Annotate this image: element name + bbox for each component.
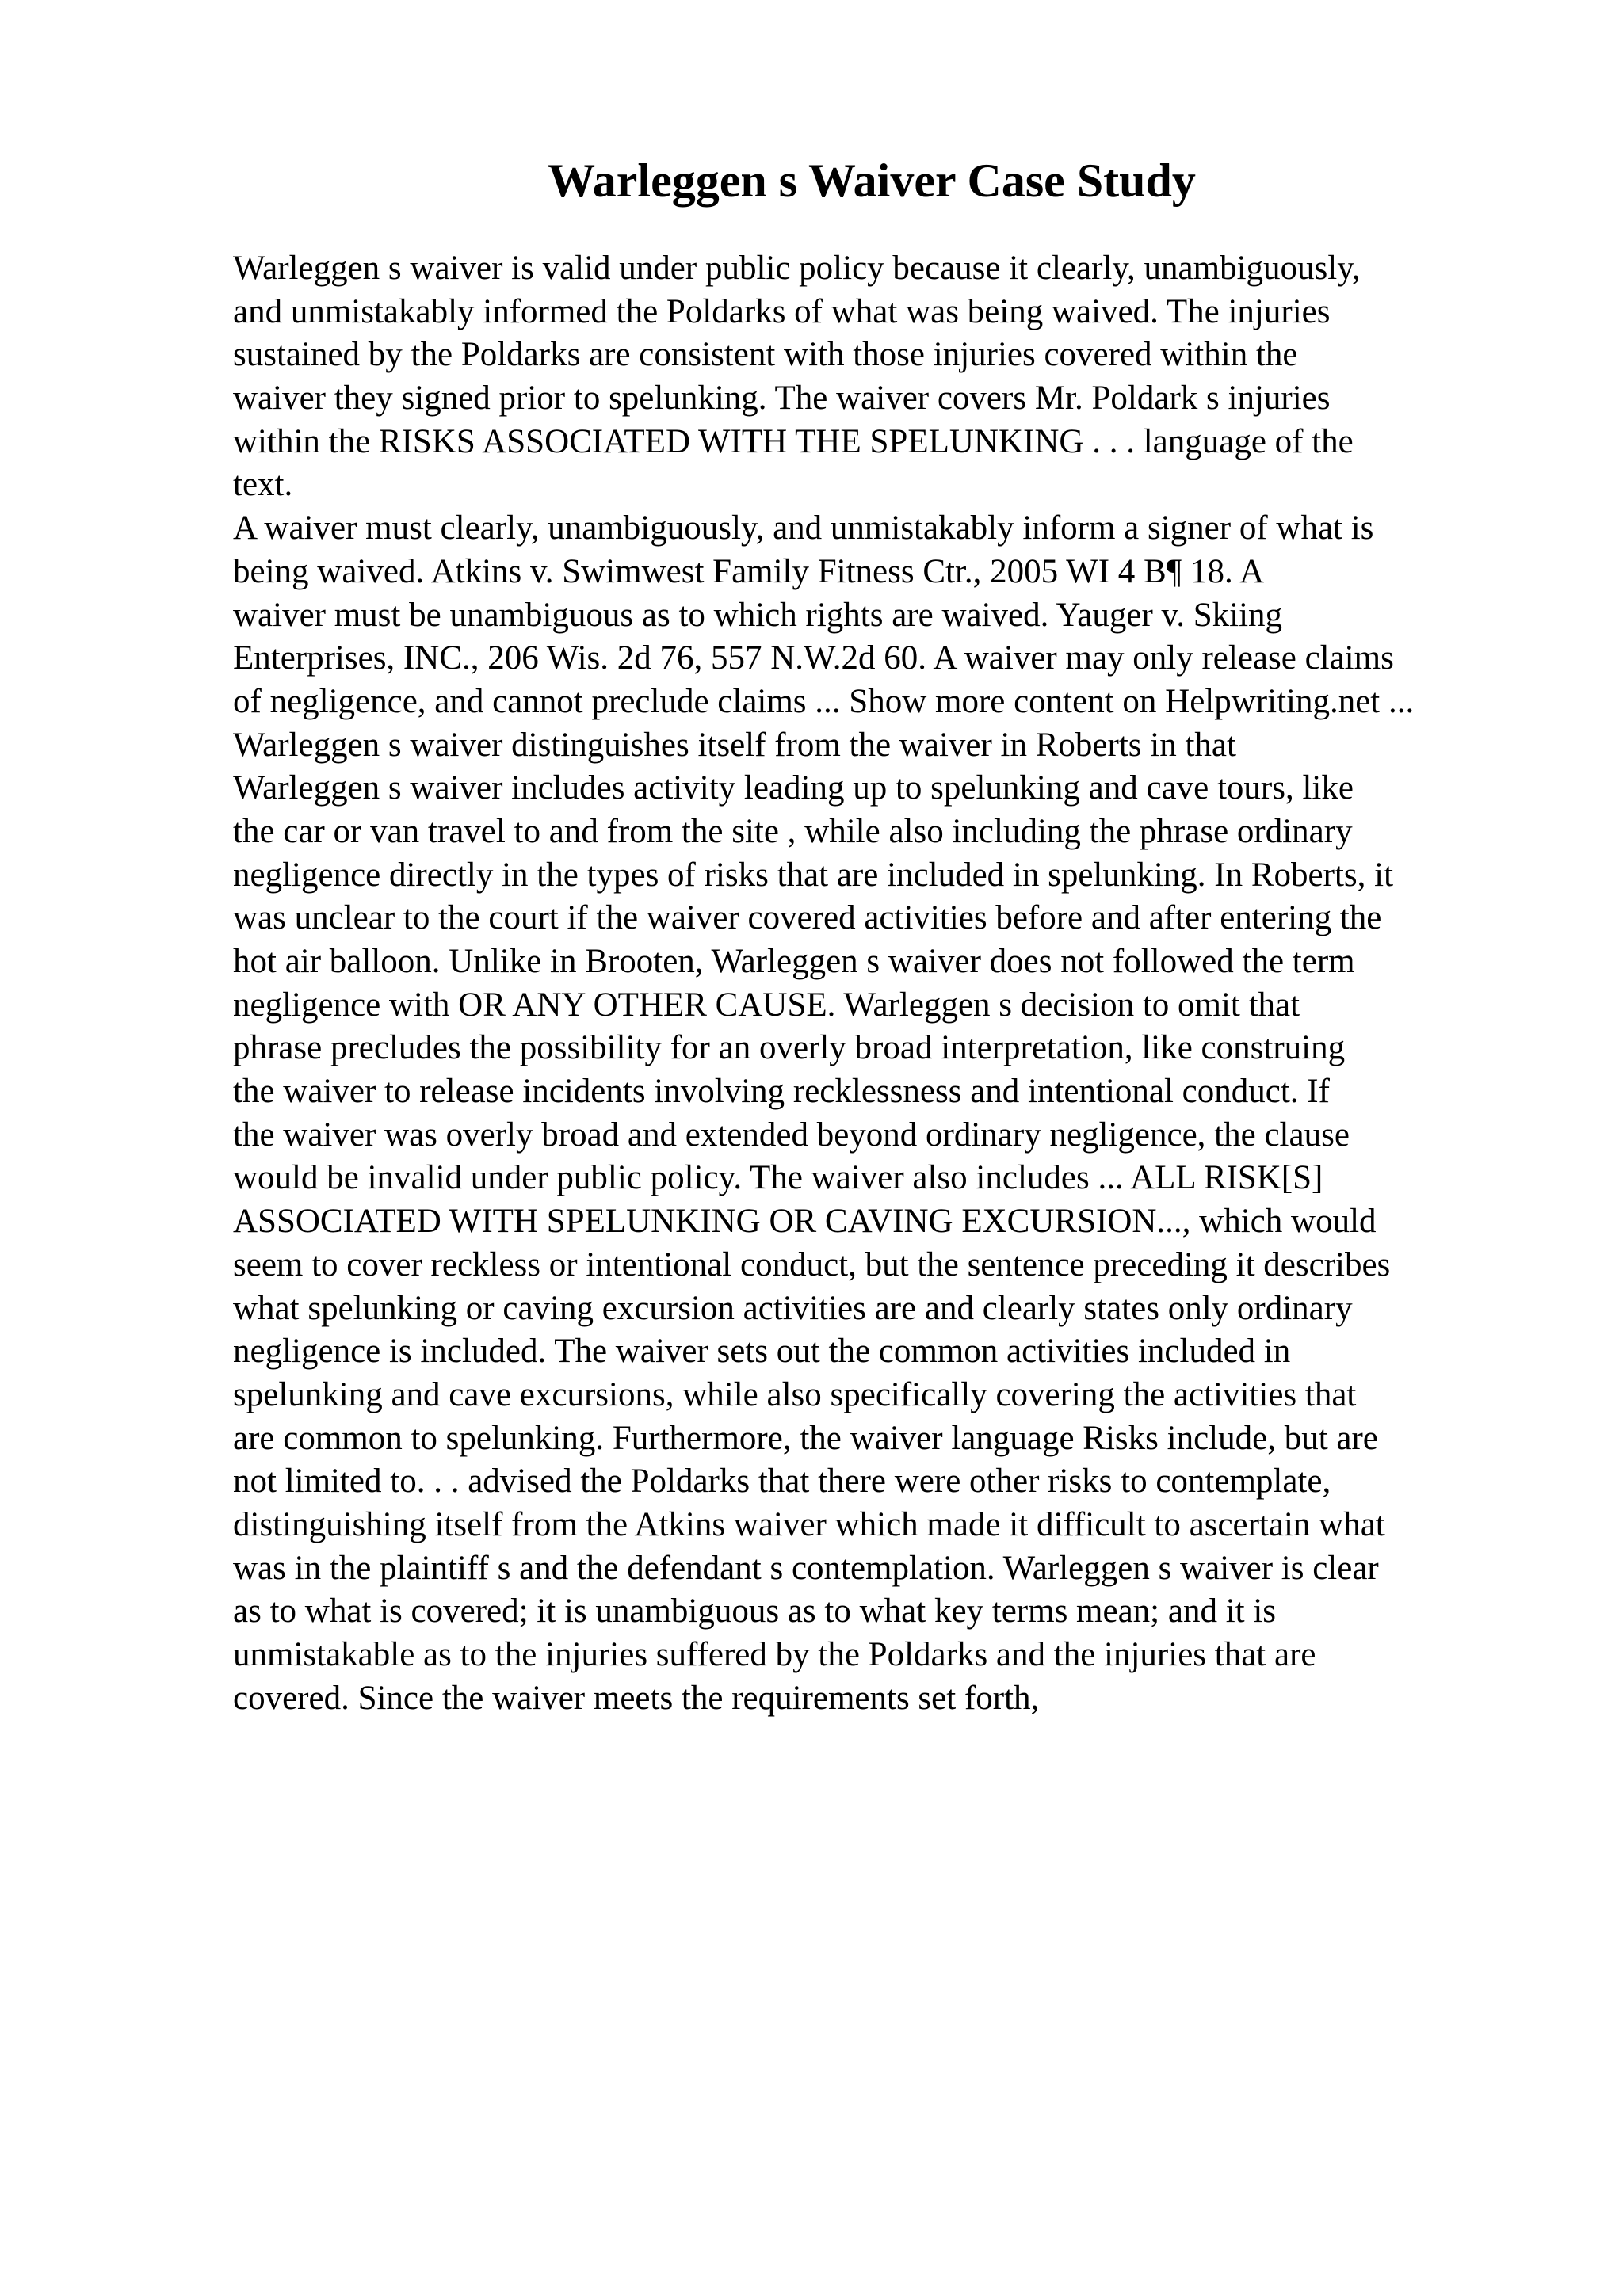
body-line: was unclear to the court if the waiver covered activities before and after entering the xyxy=(233,899,1382,937)
body-line: and unmistakably informed the Poldarks of what was being waived. The injuries xyxy=(233,292,1331,330)
body-line: sustained by the Poldarks are consistent with those injuries covered within the xyxy=(233,336,1298,374)
body-line: distinguishing itself from the Atkins waiver which made it difficult to ascertain what xyxy=(233,1505,1385,1543)
body-line: negligence is included. The waiver sets out the common activities included in xyxy=(233,1333,1291,1371)
body-line: are common to spelunking. Furthermore, the waiver language Risks include, but are xyxy=(233,1419,1378,1457)
body-line: was in the plaintiff s and the defendant s contemplation. Warleggen s waiver is clear xyxy=(233,1549,1379,1587)
body-line: the waiver to release incidents involving recklessness and intentional conduct. If xyxy=(233,1073,1330,1111)
body-line: being waived. Atkins v. Swimwest Family Fitness Ctr., 2005 WI 4 B¶ 18. A xyxy=(233,552,1265,590)
body-line: covered. Since the waiver meets the requirements set forth, xyxy=(233,1679,1040,1717)
body-line: would be invalid under public policy. The waiver also includes ... ALL RISK[S] xyxy=(233,1159,1323,1197)
body-line: of negligence, and cannot preclude claims ... Show more content on Helpwriting.net ... xyxy=(233,682,1415,720)
body-line: within the RISKS ASSOCIATED WITH THE SPELUNKING . . . language of the xyxy=(233,422,1354,460)
body-line: phrase precludes the possibility for an overly broad interpretation, like construing xyxy=(233,1029,1346,1067)
body-line: what spelunking or caving excursion activities are and clearly states only ordinary xyxy=(233,1289,1353,1327)
body-line: Warleggen s waiver is valid under public policy because it clearly, unambiguously, xyxy=(233,250,1361,287)
document-body xyxy=(233,247,1414,1720)
body-line: hot air balloon. Unlike in Brooten, Warleggen s waiver does not followed the term xyxy=(233,943,1355,980)
document-title: Warleggen s Waiver Case Study xyxy=(548,154,1196,207)
body-line: waiver they signed prior to spelunking. The waiver covers Mr. Poldark s injuries xyxy=(233,379,1331,418)
body-line: seem to cover reckless or intentional conduct, but the sentence preceding it describes xyxy=(233,1245,1391,1283)
body-line: spelunking and cave excursions, while also specifically covering the activities that xyxy=(233,1375,1357,1413)
body-line: A waiver must clearly, unambiguously, and unmistakably inform a signer of what is xyxy=(233,509,1374,547)
body-line: the waiver was overly broad and extended beyond ordinary negligence, the clause xyxy=(233,1116,1350,1154)
body-line: ASSOCIATED WITH SPELUNKING OR CAVING EXCURSION..., which would xyxy=(233,1203,1377,1241)
body-line: as to what is covered; it is unambiguous as to what key terms mean; and it is xyxy=(233,1592,1277,1630)
body-line: negligence directly in the types of risks that are included in spelunking. In Roberts, it xyxy=(233,856,1394,894)
body-line: text. xyxy=(233,466,293,504)
body-line: negligence with OR ANY OTHER CAUSE. Warleggen s decision to omit that xyxy=(233,986,1300,1024)
body-line: waiver must be unambiguous as to which rights are waived. Yauger v. Skiing xyxy=(233,596,1283,634)
body-line: Enterprises, INC., 206 Wis. 2d 76, 557 N.W.2d 60. A waiver may only release claims xyxy=(233,639,1394,677)
body-line: Warleggen s waiver distinguishes itself from the waiver in Roberts in that xyxy=(233,726,1236,764)
body-line: unmistakable as to the injuries suffered by the Poldarks and the injuries that are xyxy=(233,1636,1316,1673)
body-line: Warleggen s waiver includes activity leading up to spelunking and cave tours, like xyxy=(233,769,1354,807)
body-line: not limited to. . . advised the Poldarks that there were other risks to contemplate, xyxy=(233,1463,1331,1501)
body-line: the car or van travel to and from the site , while also including the phrase ordinary xyxy=(233,812,1353,850)
